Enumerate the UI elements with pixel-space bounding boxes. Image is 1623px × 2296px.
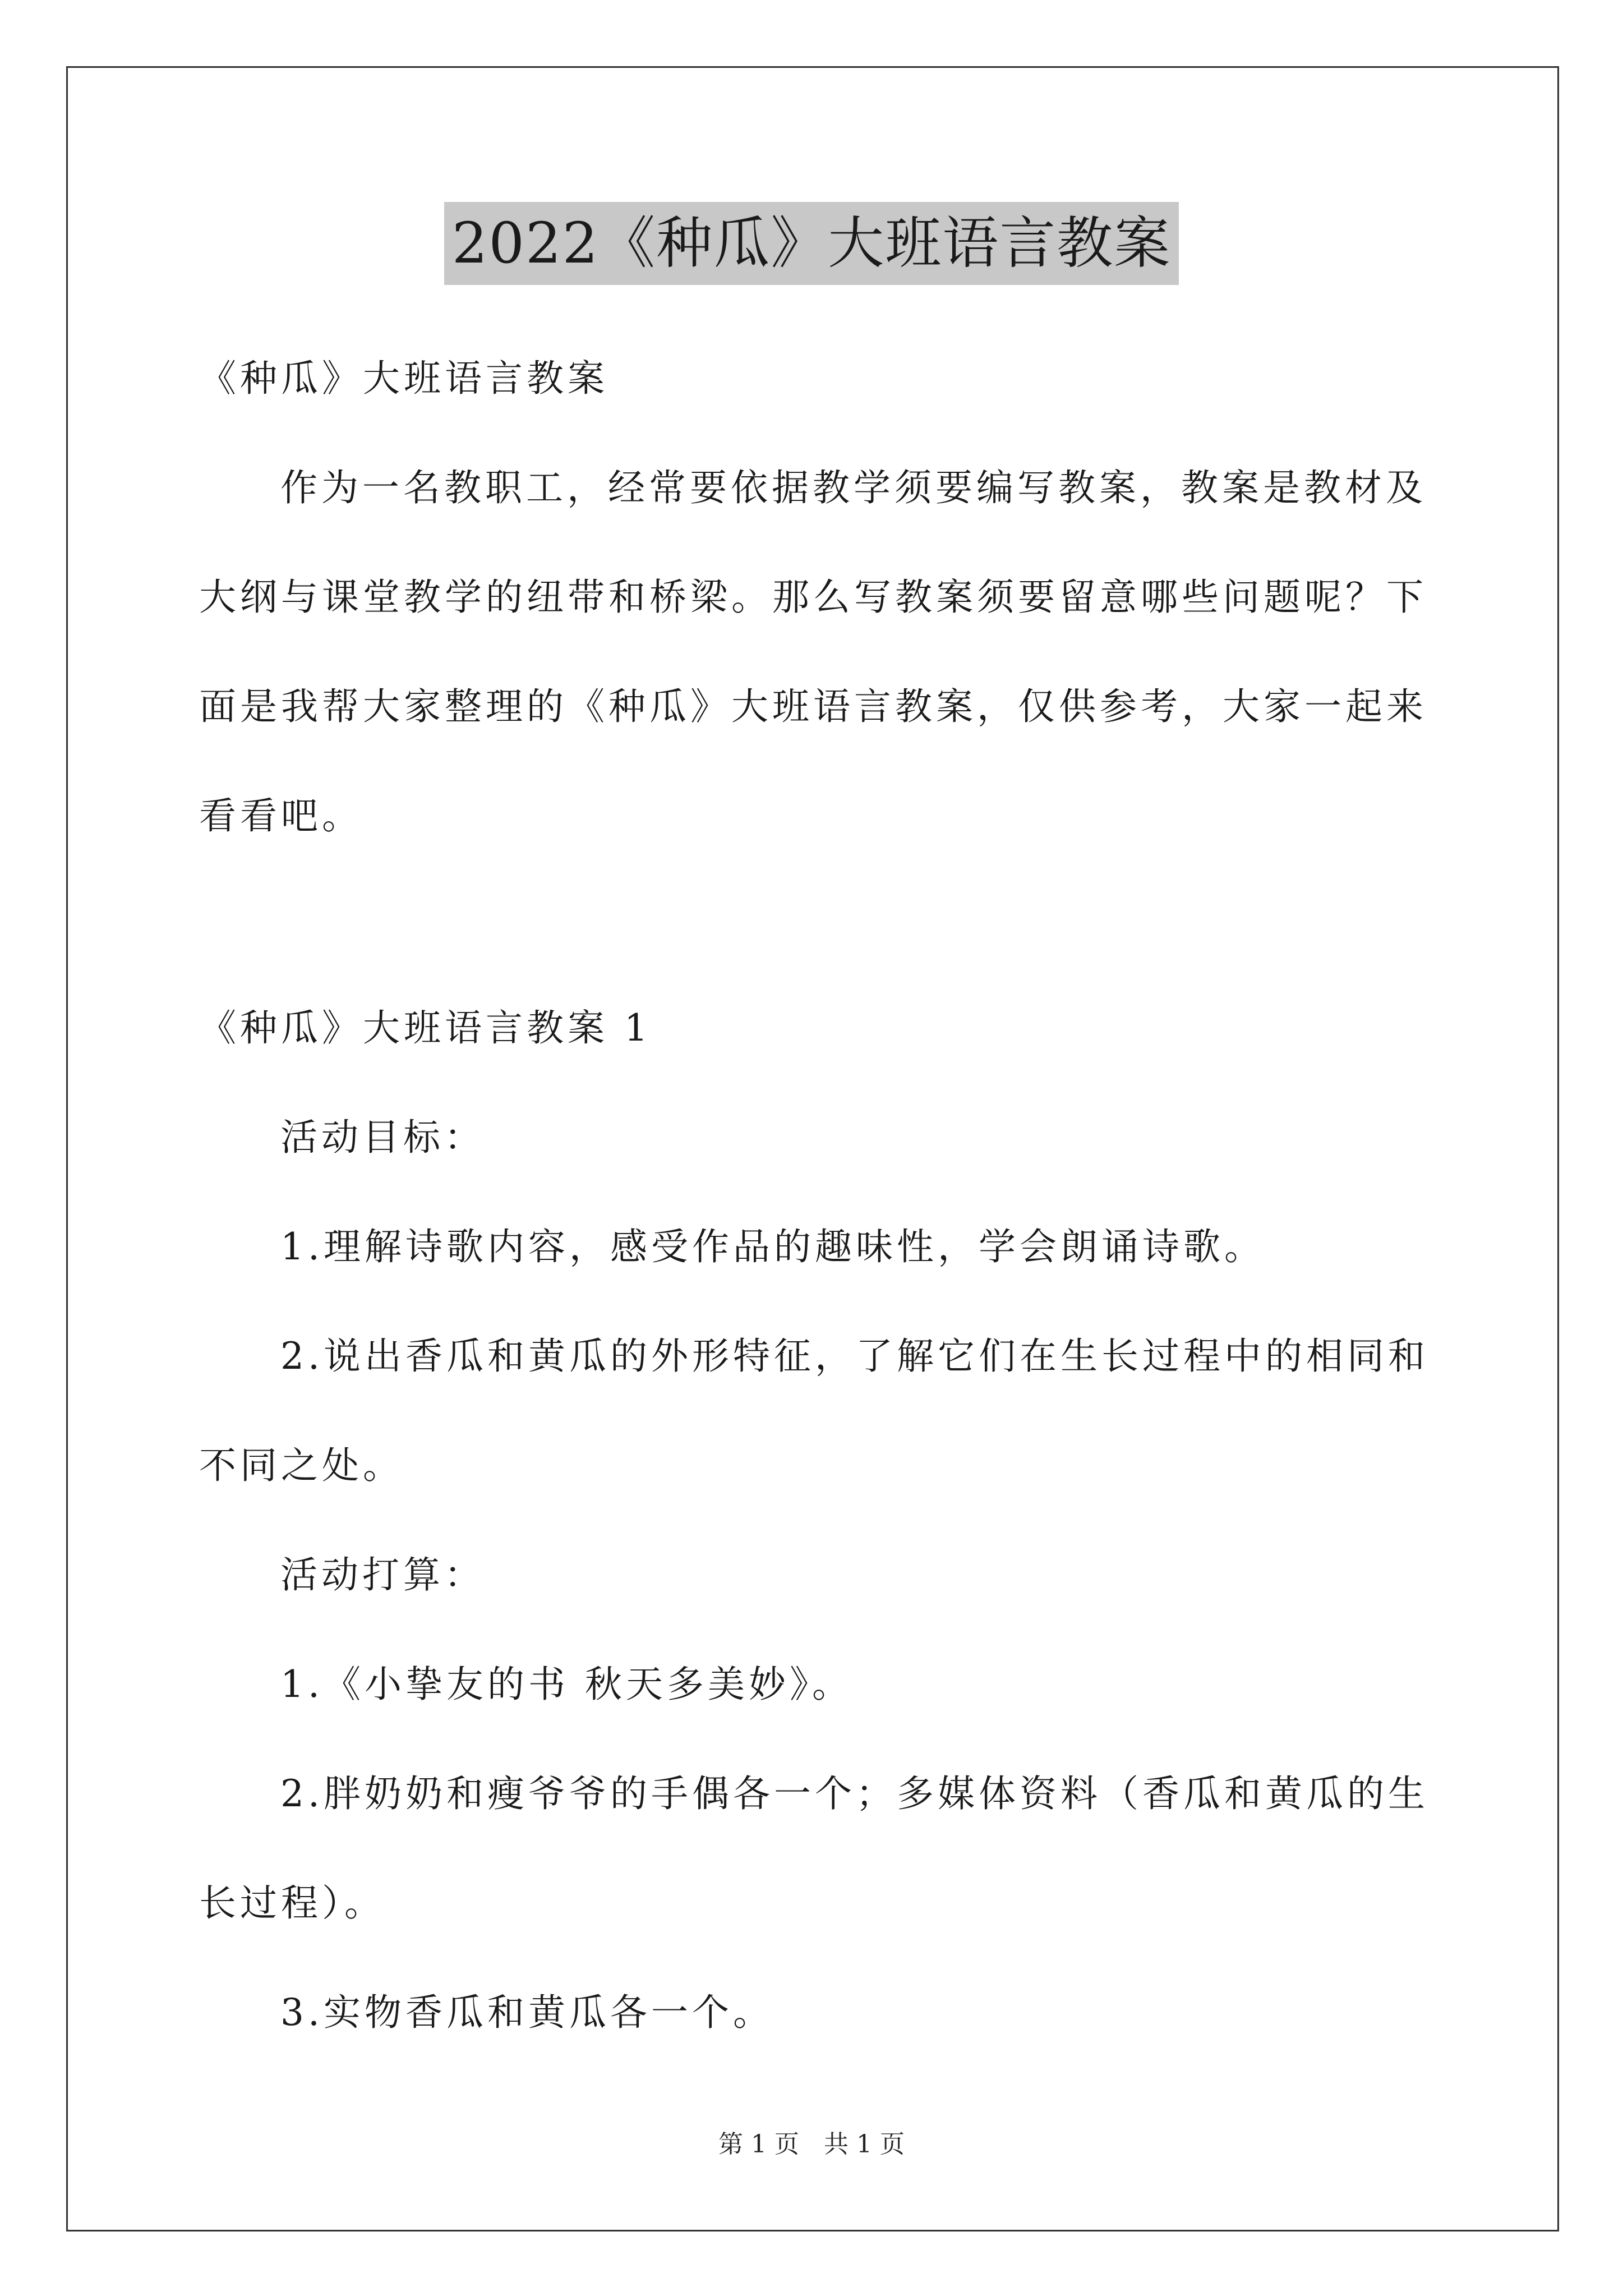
intro-line-1: 作为一名教职工，经常要依据教学须要编写教案，教案是教材及 (280, 466, 1427, 509)
intro-line-3: 面是我帮大家整理的《种瓜》大班语言教案，仅供参考，大家一起来 (199, 685, 1427, 728)
page-footer: 第 1 页 共 1 页 (718, 2130, 905, 2159)
prep-heading: 活动打算： (280, 1553, 485, 1596)
goals-heading: 活动目标： (280, 1116, 485, 1159)
document-subtitle: 《种瓜》大班语言教案 (199, 357, 608, 400)
goal-item-2-line-1: 2.说出香瓜和黄瓜的外形特征，了解它们在生长过程中的相同和 (280, 1335, 1429, 1378)
goal-item-1: 1.理解诗歌内容，感受作品的趣味性，学会朗诵诗歌。 (280, 1225, 1265, 1268)
prep-item-1: 1.《小挚友的书 秋天多美妙》。 (280, 1663, 853, 1706)
prep-item-3: 3.实物香瓜和黄瓜各一个。 (280, 1991, 774, 2034)
section-heading: 《种瓜》大班语言教案 1 (199, 1006, 652, 1050)
goal-item-2-line-2: 不同之处。 (199, 1444, 404, 1487)
prep-item-2-line-2: 长过程）。 (199, 1881, 385, 1925)
title-container (0, 202, 1623, 285)
intro-line-2: 大纲与课堂教学的纽带和桥梁。那么写教案须要留意哪些问题呢？下 (199, 576, 1427, 619)
prep-item-2-line-1: 2.胖奶奶和瘦爷爷的手偶各一个；多媒体资料（香瓜和黄瓜的生 (280, 1772, 1429, 1815)
intro-line-4: 看看吧。 (199, 794, 363, 838)
document-title: 2022《种瓜》大班语言教案 (444, 202, 1179, 285)
